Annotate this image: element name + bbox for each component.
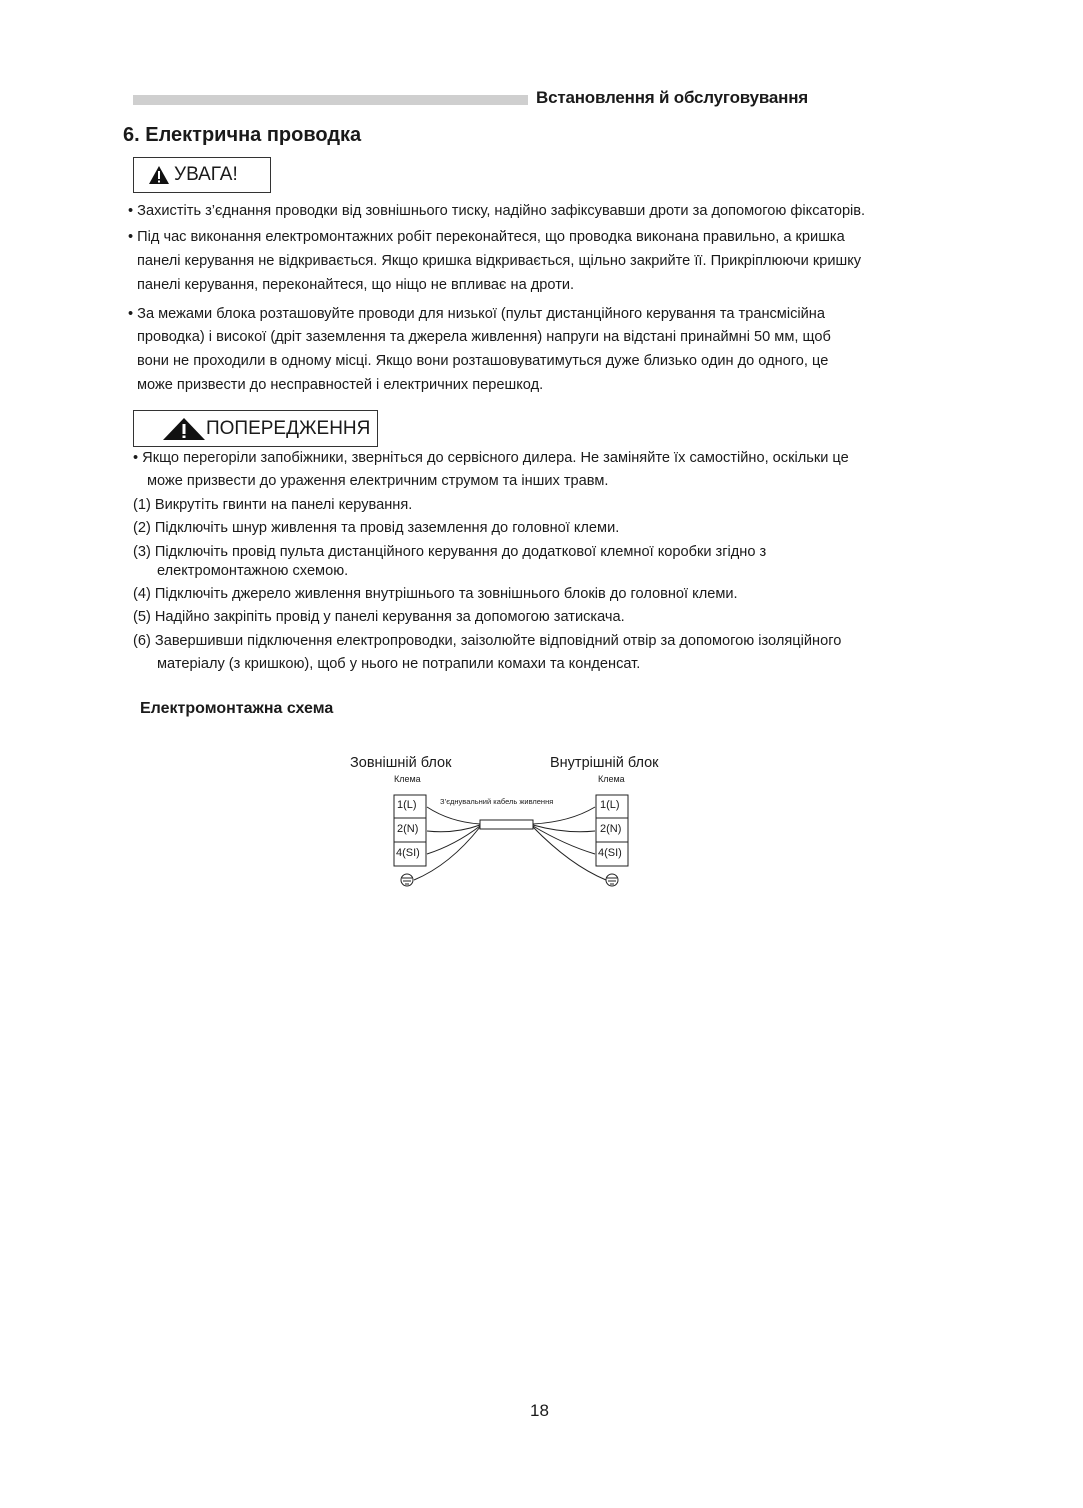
terminal-1L: 1(L)	[600, 799, 620, 811]
terminal-2N: 2(N)	[397, 823, 419, 835]
diagram-title: Електромонтажна схема	[140, 700, 334, 717]
warning-label: ПОПЕРЕДЖЕННЯ	[206, 417, 371, 439]
ground-icon	[606, 874, 618, 886]
caution-text: проводка) і високої (дріт заземлення та джерела живлення) напруги на відстані принаймні 50 мм, щоб	[137, 329, 831, 345]
step-text: (6) Завершивши підключення електропроводки, заізолюйте відповідний отвір за допомогою ізоляційного	[133, 633, 842, 649]
indoor-unit-label: Внутрішній блок	[550, 755, 659, 771]
caution-text: панелі керування, переконайтеся, що ніщо не впливає на дроти.	[137, 277, 575, 293]
terminal-4SI: 4(SI)	[598, 847, 622, 859]
step-text: матеріалу (з кришкою), щоб у нього не потрапили комахи та конденсат.	[157, 656, 641, 672]
terminal-4SI: 4(SI)	[396, 847, 420, 859]
section-header: Встановлення й обслуговування	[536, 88, 808, 107]
terminal-2N: 2(N)	[600, 823, 622, 835]
caution-text: • Захистіть з’єднання проводки від зовнішнього тиску, надійно зафіксувавши дроти за допомогою фіксаторів.	[128, 203, 866, 219]
terminal-label: Клема	[394, 774, 421, 784]
terminal-label: Клема	[598, 774, 625, 784]
ground-icon	[401, 874, 413, 886]
cable-label: З’єднувальний кабель живлення	[440, 797, 554, 806]
page-title: 6. Електрична проводка	[123, 124, 362, 146]
caution-text: • За межами блока розташовуйте проводи для низької (пульт дистанційного керування та трансмісійна	[128, 306, 825, 322]
outdoor-unit-label: Зовнішній блок	[350, 755, 452, 771]
caution-text: вони не проходили в одному місці. Якщо вони розташовуватимуться дуже близько один до одного, це	[137, 353, 829, 369]
warning-text: • Якщо перегоріли запобіжники, зверніться до сервісного дилера. Не заміняйте їх самостійно, оскільки це	[133, 450, 849, 466]
page-number: 18	[530, 1401, 549, 1420]
step-text: електромонтажною схемою.	[157, 563, 349, 579]
caution-text: може призвести до несправностей і електричних перешкод.	[137, 377, 544, 393]
terminal-1L: 1(L)	[397, 799, 417, 811]
step-text: (2) Підключіть шнур живлення та провід заземлення до головної клеми.	[133, 520, 620, 536]
step-text: (1) Викрутіть гвинти на панелі керування.	[133, 497, 413, 513]
step-text: (3) Підключіть провід пульта дистанційного керування до додаткової клемної коробки згідно з	[133, 544, 767, 560]
caution-label: УВАГА!	[174, 164, 238, 185]
warning-text: може призвести до ураження електричним струмом та інших травм.	[147, 473, 609, 489]
step-text: (4) Підключіть джерело живлення внутрішнього та зовнішнього блоків до головної клеми.	[133, 586, 738, 602]
caution-text: панелі керування не відкривається. Якщо кришка відкривається, щільно закрийте її. Прикріплюючи кришку	[137, 253, 862, 269]
step-text: (5) Надійно закріпіть провід у панелі керування за допомогою затискача.	[133, 609, 625, 625]
caution-text: • Під час виконання електромонтажних робіт переконайтеся, що проводка виконана правильно, а кришка	[128, 229, 845, 245]
